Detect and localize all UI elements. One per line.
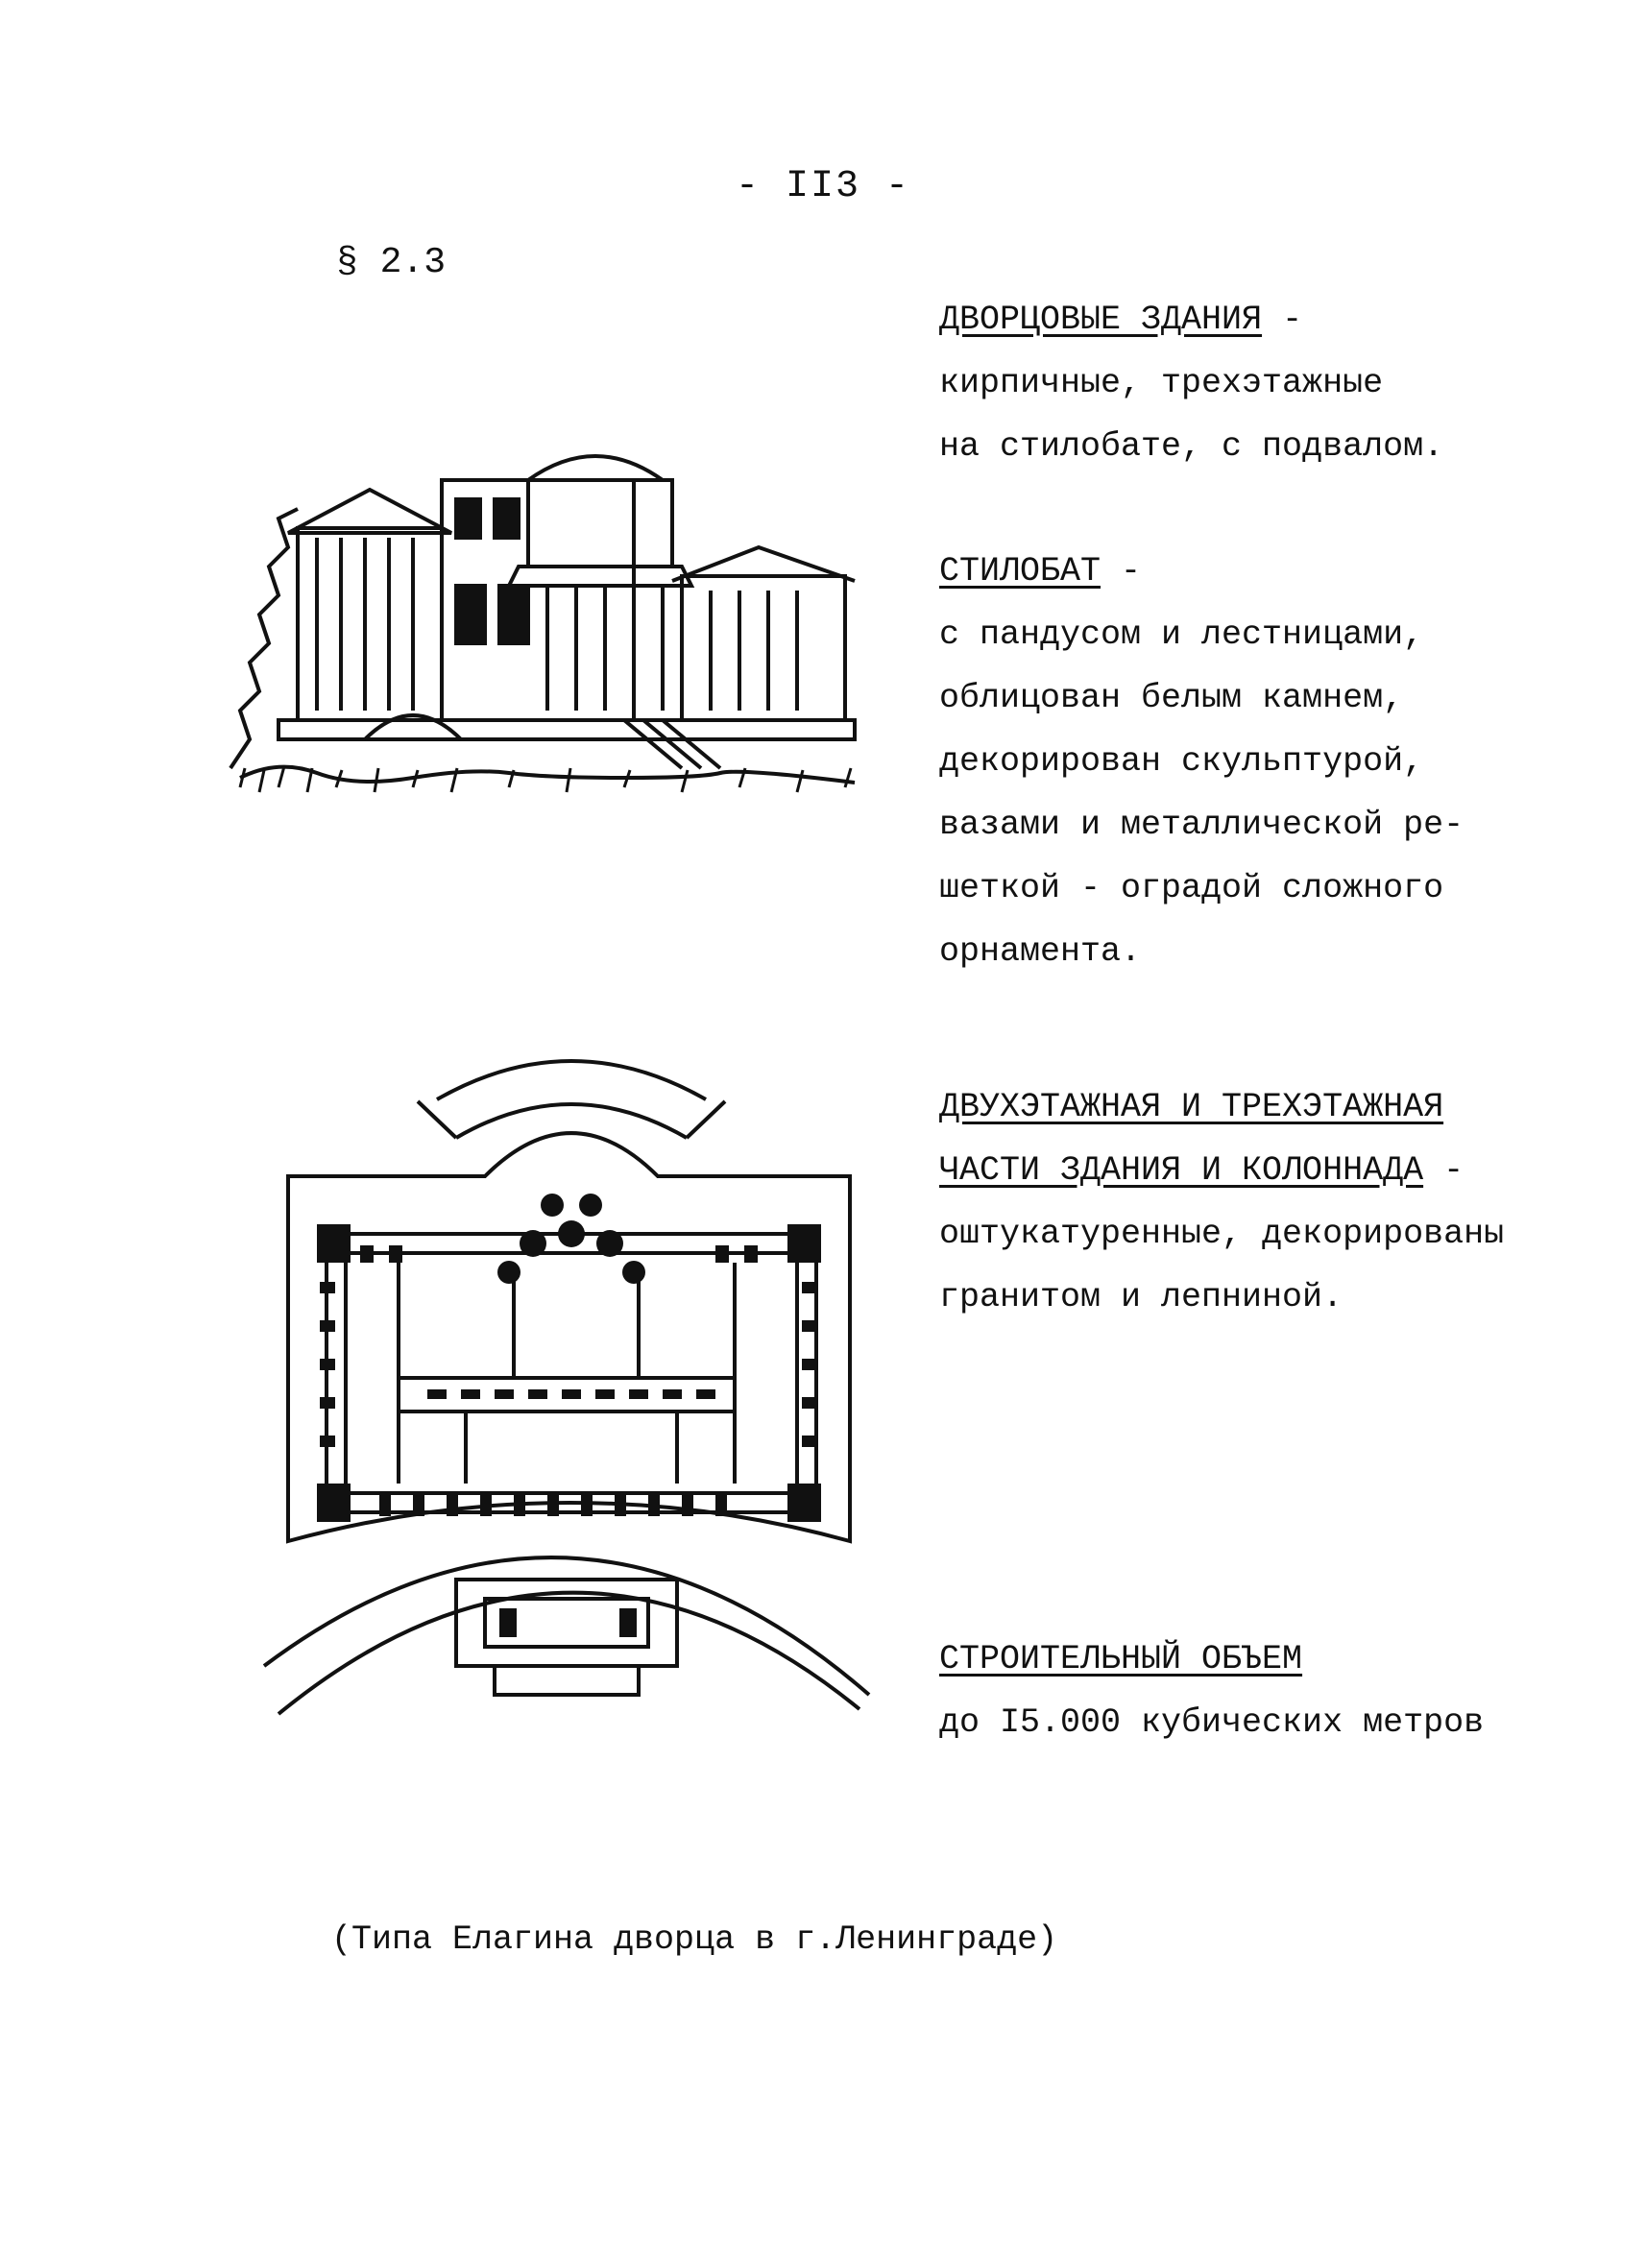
block-line: с пандусом и лестницами,: [939, 615, 1424, 654]
block-line: до I5.000 кубических метров: [939, 1703, 1485, 1742]
page-number: - II3 -: [735, 165, 911, 208]
text-block-stylobate: [939, 540, 1464, 983]
block-heading: ДВУХЭТАЖНАЯ И ТРЕХЭТАЖНАЯ: [939, 1088, 1444, 1126]
section-number: § 2.3: [336, 242, 447, 283]
block-line: орнамента.: [939, 932, 1142, 971]
floor-plan-illustration: [254, 1032, 879, 1724]
text-block-building-parts: [939, 1075, 1504, 1329]
palace-sketch-illustration: [221, 422, 874, 807]
figure-caption: (Типа Елагина дворца в г.Ленинграде): [331, 1920, 1058, 1959]
block-line: кирпичные, трехэтажные: [939, 364, 1384, 402]
heading-dash: -: [1101, 552, 1142, 591]
block-line: оштукатуренные, декорированы: [939, 1215, 1505, 1253]
text-block-palace-buildings: [939, 288, 1443, 478]
block-line: облицован белым камнем,: [939, 679, 1404, 717]
block-heading: ДВОРЦОВЫЕ ЗДАНИЯ: [939, 301, 1263, 339]
block-line: вазами и металлической ре-: [939, 806, 1464, 844]
text-block-building-volume: [939, 1628, 1484, 1754]
heading-dash: -: [1423, 1151, 1464, 1190]
block-heading: СТРОИТЕЛЬНЫЙ ОБЪЕМ: [939, 1640, 1303, 1678]
heading-dash: -: [1262, 301, 1303, 339]
block-line: декорирован скульптурой,: [939, 742, 1424, 781]
block-line: гранитом и лепниной.: [939, 1278, 1343, 1316]
block-heading: ЧАСТИ ЗДАНИЯ И КОЛОННАДА: [939, 1151, 1424, 1190]
block-line: на стилобате, с подвалом.: [939, 427, 1444, 466]
block-heading: СТИЛОБАТ: [939, 552, 1101, 591]
block-line: шеткой - оградой сложного: [939, 869, 1444, 907]
